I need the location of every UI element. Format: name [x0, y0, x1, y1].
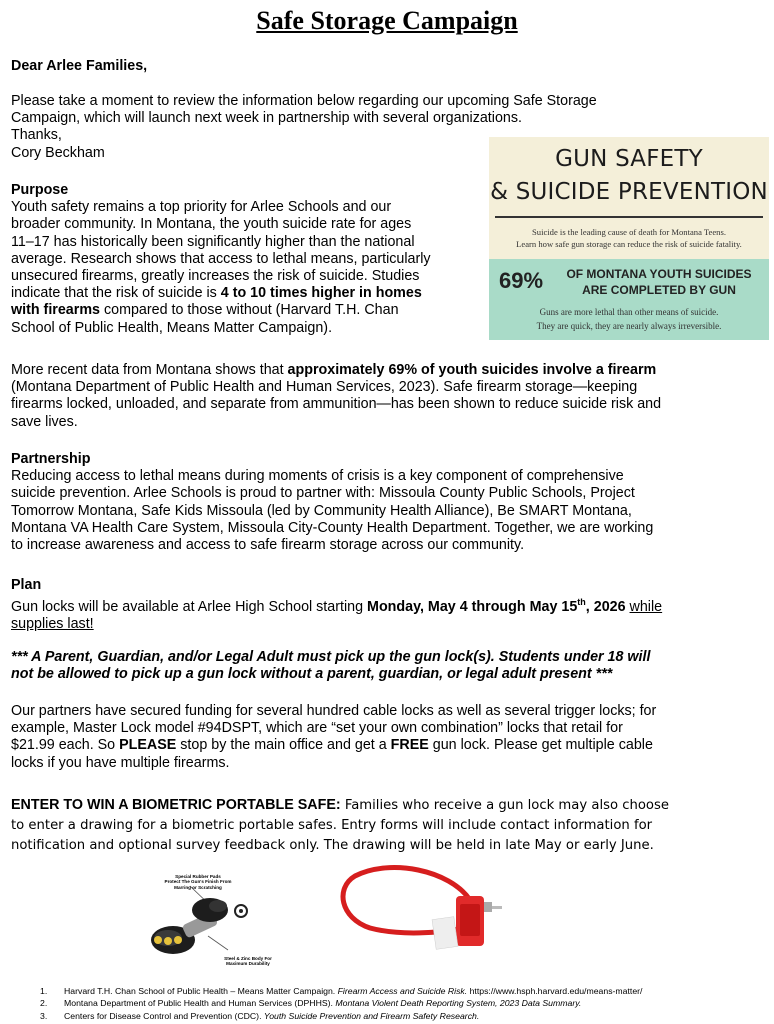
plan-line: supplies last!	[11, 616, 94, 633]
infographic-stat-panel	[489, 259, 769, 340]
plan-line: Gun locks will be available at Arlee High School starting Monday, May 4 through May 15th, 2026 while	[11, 597, 663, 615]
funding-line: $21.99 each. So PLEASE stop by the main office and get a FREE gun lock. Please get multiple cable	[11, 737, 653, 754]
trigger-lock-callout: Special Rubber Pads Protect The Gun's Finish From Marring or Scratching	[164, 874, 232, 890]
purpose-line: average. Research shows that access to lethal means, particularly	[11, 250, 431, 267]
purpose-line: indicate that the risk of suicide is 4 to 10 times higher in homes	[11, 285, 422, 302]
reference-item: 2. Montana Department of Public Health and Human Services (DPHHS). Montana Violent Death Reporting System, 2023 Data Summary.	[40, 998, 582, 1009]
partnership-section	[11, 451, 653, 554]
gun-safety-infographic	[489, 137, 769, 340]
contest-section	[11, 795, 669, 856]
montana-line: save lives.	[11, 413, 78, 430]
partnership-heading: Partnership	[11, 451, 91, 467]
purpose-line: Youth safety remains a top priority for Arlee Schools and our	[11, 199, 392, 216]
montana-section	[11, 362, 661, 431]
funding-section	[11, 703, 656, 772]
trigger-lock-callout: Steel & Zinc Body For Maximum Durability	[224, 956, 272, 967]
infographic-subtext: Suicide is the leading cause of death for Montana Teens. Learn how safe gun storage can reduce the risk of suicide fatality.	[516, 227, 742, 249]
infographic-heading: GUN SAFETY & SUICIDE PREVENTION	[490, 146, 768, 205]
stat-percent: 69%	[499, 268, 544, 293]
infographic-divider	[495, 216, 763, 218]
contest-line: notification and optional survey feedback only. The drawing will be held in late May or early June.	[11, 838, 654, 853]
intro-line: Please take a moment to review the information below regarding our upcoming Safe Storage	[11, 93, 597, 109]
pickup-notice: *** A Parent, Guardian, and/or Legal Adult must pick up the gun lock(s). Students under 18 will not be allowed to pick up a gun lock without a parent, guardian, or legal adult present ***	[11, 649, 651, 683]
purpose-line: with firearms compared to those without (Harvard T.H. Chan	[11, 302, 399, 319]
montana-line: More recent data from Montana shows that approximately 69% of youth suicides involve a firearm	[11, 362, 657, 378]
partnership-line: to increase awareness and access to safe firearm storage across our community.	[11, 537, 525, 554]
partnership-line: Reducing access to lethal means during moments of crisis is a key component of comprehensive	[11, 468, 624, 485]
montana-line: firearms locked, unloaded, and separate from ammunition—has been shown to reduce suicide risk and	[11, 396, 662, 413]
trigger-lock-image	[128, 868, 298, 978]
partnership-line: suicide prevention. Arlee Schools is proud to partner with: Missoula County Public Schools, Project	[11, 485, 635, 502]
intro-line: Thanks,	[11, 127, 62, 144]
stat-text: OF MONTANA YOUTH SUICIDES ARE COMPLETED BY GUN	[566, 267, 752, 297]
intro-line: Campaign, which will launch next week in partnership with several organizations.	[11, 110, 522, 127]
page-title: Safe Storage Campaign	[256, 6, 518, 35]
reference-item: 3. Centers for Disease Control and Prevention (CDC). Youth Suicide Prevention and Firearm Safety Research.	[40, 1010, 480, 1021]
funding-line: example, Master Lock model #94DSPT, which are “set your own combination” locks that retail for	[11, 720, 623, 737]
contest-line: ENTER TO WIN A BIOMETRIC PORTABLE SAFE: Families who receive a gun lock may also choose	[11, 797, 669, 813]
stat-note: Guns are more lethal than other means of suicide. They are quick, they are nearly always irreversible.	[536, 307, 722, 331]
funding-line: locks if you have multiple firearms.	[11, 754, 230, 771]
montana-line: (Montana Department of Public Health and Human Services, 2023). Safe firearm storage—keeping	[11, 379, 638, 396]
purpose-line: unsecured firearms, greatly increases the risk of suicide. Studies	[11, 268, 420, 285]
contest-line: to enter a drawing for a biometric portable safes. Entry forms will include contact information for	[11, 818, 653, 833]
plan-heading: Plan	[11, 577, 42, 593]
funding-line: Our partners have secured funding for several hundred cable locks as well as several trigger locks; for	[11, 703, 657, 719]
reference-item: 1. Harvard T.H. Chan School of Public Health – Means Matter Campaign. Firearm Access and Suicide Risk. https://www.hsph.harvard.edu/means-matter/	[40, 986, 643, 996]
partnership-line: Tomorrow Montana, Safe Kids Missoula (led by Community Health Alliance), Be SMART Montana,	[11, 502, 632, 519]
references	[40, 985, 642, 1022]
purpose-line: 11–17 has historically been significantly higher than the national	[11, 233, 415, 250]
purpose-line: broader community. In Montana, the youth suicide rate for ages	[11, 216, 412, 233]
purpose-heading: Purpose	[11, 182, 69, 198]
plan-section	[11, 577, 662, 633]
intro-line: Cory Beckham	[11, 144, 105, 161]
greeting: Dear Arlee Families,	[11, 58, 148, 74]
cable-lock-image	[330, 858, 530, 968]
purpose-section	[11, 182, 431, 337]
purpose-line: School of Public Health, Means Matter Campaign).	[11, 319, 333, 336]
partnership-line: Montana VA Health Care System, Missoula City-County Health Department. Together, we are working	[11, 519, 654, 536]
cable-lock-icon	[330, 858, 530, 968]
